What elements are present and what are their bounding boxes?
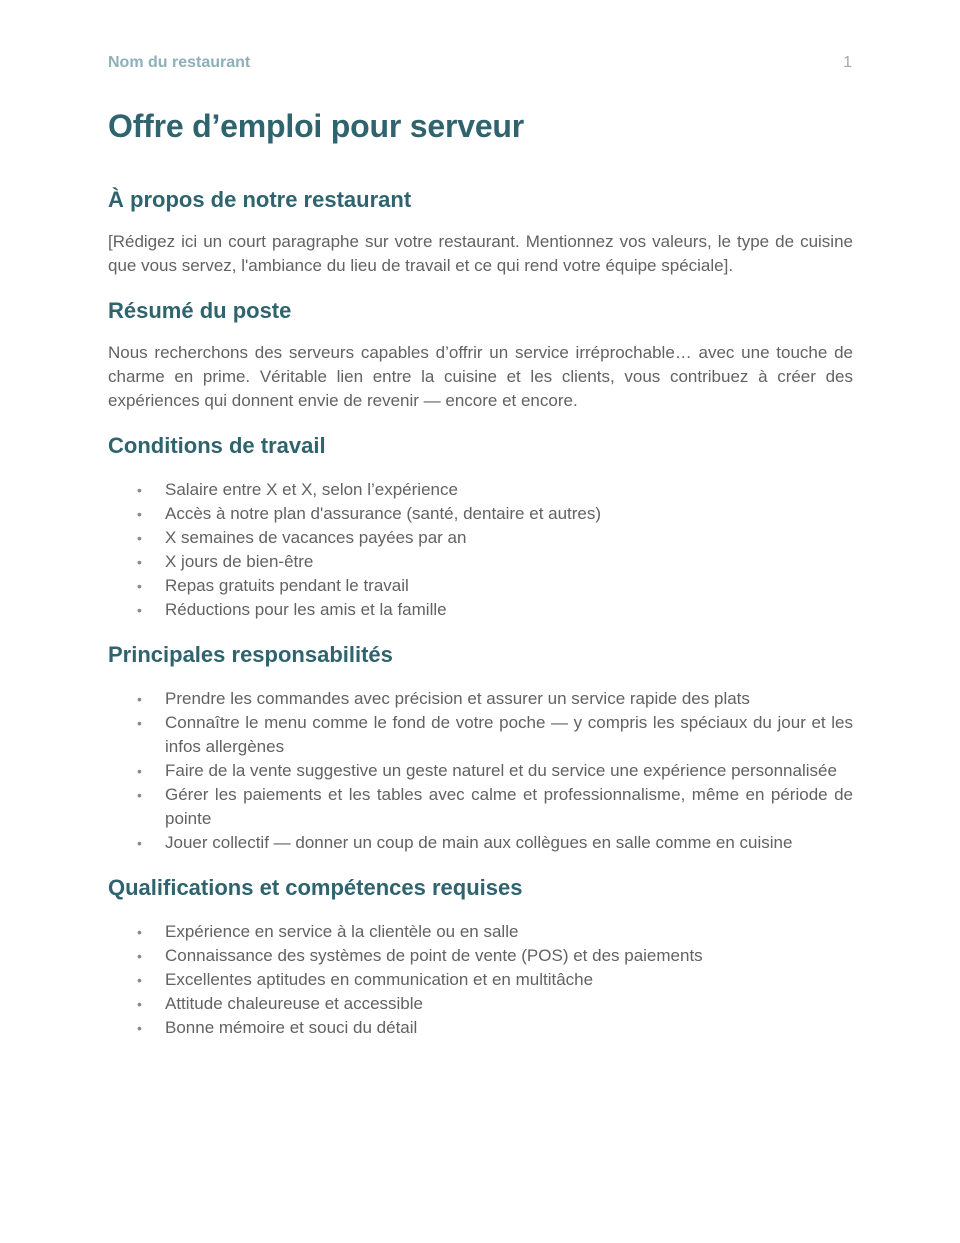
bullet-icon: • xyxy=(137,924,142,940)
list-item-text: Excellentes aptitudes en communication et en multitâche xyxy=(165,970,594,989)
list-item-text: X semaines de vacances payées par an xyxy=(165,528,467,547)
section-summary xyxy=(108,296,853,413)
list-item-text: Prendre les commandes avec précision et assurer un service rapide des plats xyxy=(165,689,750,708)
responsibilities-list xyxy=(108,687,853,855)
section-about xyxy=(108,185,853,278)
list-item xyxy=(108,687,853,711)
page-number: 1 xyxy=(843,54,852,71)
bullet-icon: • xyxy=(137,996,142,1012)
list-item-text: Expérience en service à la clientèle ou en salle xyxy=(165,922,519,941)
bullet-icon: • xyxy=(137,602,142,618)
conditions-list xyxy=(108,478,853,622)
bullet-icon: • xyxy=(137,530,142,546)
bullet-icon: • xyxy=(137,972,142,988)
section-heading: À propos de notre restaurant xyxy=(108,187,412,212)
list-item-text: Faire de la vente suggestive un geste naturel et du service une expérience personnalisée xyxy=(165,761,837,780)
list-item xyxy=(108,831,853,855)
document-body xyxy=(108,104,853,1040)
section-paragraph: [Rédigez ici un court paragraphe sur votre restaurant. Mentionnez vos valeurs, le type de cuisine que vous servez, l'ambiance du lieu de travail et ce qui rend votre équipe spéciale]. xyxy=(108,232,853,275)
section-conditions xyxy=(108,431,853,622)
list-item-text: Salaire entre X et X, selon l’expérience xyxy=(165,480,458,499)
list-item xyxy=(108,968,853,992)
list-item xyxy=(108,944,853,968)
bullet-icon: • xyxy=(137,1020,142,1036)
bullet-icon: • xyxy=(137,578,142,594)
bullet-icon: • xyxy=(137,482,142,498)
list-item xyxy=(108,478,853,502)
bullet-icon: • xyxy=(137,506,142,522)
qualifications-list xyxy=(108,920,853,1040)
bullet-icon: • xyxy=(137,691,142,707)
list-item-text: Attitude chaleureuse et accessible xyxy=(165,994,423,1013)
bullet-icon: • xyxy=(137,554,142,570)
list-item xyxy=(108,783,853,831)
list-item xyxy=(108,502,853,526)
list-item-text: Jouer collectif — donner un coup de main aux collègues en salle comme en cuisine xyxy=(165,833,793,852)
section-heading: Principales responsabilités xyxy=(108,642,393,667)
list-item xyxy=(108,711,853,759)
section-heading: Qualifications et compétences requises xyxy=(108,875,523,900)
list-item xyxy=(108,1016,853,1040)
list-item xyxy=(108,550,853,574)
list-item xyxy=(108,526,853,550)
bullet-icon: • xyxy=(137,835,142,851)
list-item-text: Accès à notre plan d'assurance (santé, dentaire et autres) xyxy=(165,504,602,523)
section-heading: Résumé du poste xyxy=(108,298,292,323)
list-item xyxy=(108,920,853,944)
list-item xyxy=(108,598,853,622)
bullet-icon: • xyxy=(137,763,142,779)
list-item-text: Réductions pour les amis et la famille xyxy=(165,600,447,619)
list-item-text: X jours de bien-être xyxy=(165,552,314,571)
list-item-text: Repas gratuits pendant le travail xyxy=(165,576,409,595)
list-item-text: Connaissance des systèmes de point de vente (POS) et des paiements xyxy=(165,946,703,965)
section-paragraph: Nous recherchons des serveurs capables d’offrir un service irréprochable… avec une touche de charme en prime. Véritable lien entre la cuisine et les clients, vous contribuez à créer des expériences qui donnent envie de revenir — encore et encore. xyxy=(108,343,853,410)
list-item-text: Bonne mémoire et souci du détail xyxy=(165,1018,418,1037)
list-item-text: Connaître le menu comme le fond de votre poche — y compris les spéciaux du jour et les infos allergènes xyxy=(165,713,853,756)
list-item xyxy=(108,759,853,783)
bullet-icon: • xyxy=(137,948,142,964)
header-restaurant-name: Nom du restaurant xyxy=(108,54,251,71)
list-item xyxy=(108,574,853,598)
bullet-icon: • xyxy=(137,787,142,803)
bullet-icon: • xyxy=(137,715,142,731)
list-item-text: Gérer les paiements et les tables avec calme et professionnalisme, même en période de pointe xyxy=(165,785,853,828)
section-qualifications xyxy=(108,873,853,1040)
section-heading: Conditions de travail xyxy=(108,433,326,458)
section-responsibilities xyxy=(108,640,853,855)
page-title: Offre d’emploi pour serveur xyxy=(108,108,525,144)
list-item xyxy=(108,992,853,1016)
